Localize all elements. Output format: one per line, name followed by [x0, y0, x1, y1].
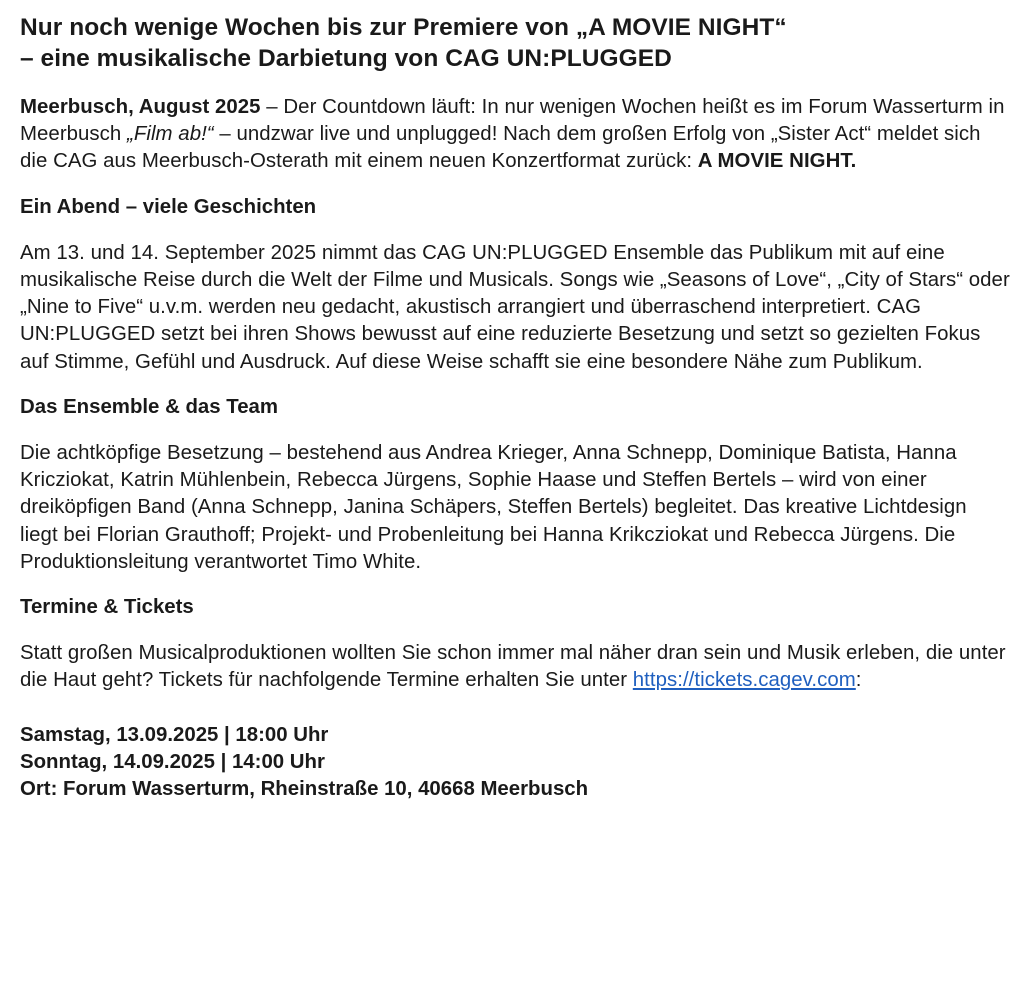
intro-text-a: – Der Countdown läuft: In nur wenigen Wochen heißt es im Forum Wasserturm in Meerbusch	[20, 96, 1005, 146]
dateline: Meerbusch, August 2025	[20, 96, 261, 118]
title-line-1: Nur noch wenige Wochen bis zur Premiere von „A MOVIE NIGHT“	[20, 14, 787, 41]
page-title	[20, 12, 1010, 74]
venue: Ort: Forum Wasserturm, Rheinstraße 10, 40668 Meerbusch	[20, 778, 589, 801]
section-heading-abend: Ein Abend – viele Geschichten	[20, 195, 317, 218]
date-sunday: Sonntag, 14.09.2025 | 14:00 Uhr	[20, 750, 325, 773]
intro-paragraph	[20, 94, 1010, 176]
termine-text: Statt großen Musicalproduktionen wollten Sie schon immer mal näher dran sein und Musik erleben, die unter die Haut geht? Tickets für nachfolgende Termine erhalten Sie unter	[20, 642, 1006, 692]
tickets-link[interactable]: https://tickets.cagev.com	[632, 669, 856, 692]
intro-italic: „Film ab!“	[127, 123, 214, 146]
section-body-abend: Am 13. und 14. September 2025 nimmt das CAG UN:PLUGGED Ensemble das Publikum mit auf eine musikalische Reise durch die Welt der Filme und Musicals. Songs wie „Seasons of Love“, „City of Stars“ oder „Nine to Five“ u.v.m. werden neu gedacht, akustisch arrangiert und überraschend interpretiert. CAG UN:PLUGGED setzt bei ihren Shows bewusst auf eine reduzierte Besetzung und setzt so gezielten Fokus auf Stimme, Gefühl und Ausdruck. Auf diese Weise schafft sie eine besondere Nähe zum Publikum.	[20, 241, 1010, 373]
title-line-2: – eine musikalische Darbietung von CAG UN:PLUGGED	[20, 45, 672, 72]
event-dates	[20, 722, 1010, 804]
section-heading-ensemble: Das Ensemble & das Team	[20, 395, 279, 418]
section-body-termine	[20, 640, 1010, 694]
press-release	[20, 12, 1010, 804]
section-body-ensemble: Die achtköpfige Besetzung – bestehend aus Andrea Krieger, Anna Schnepp, Dominique Batista, Hanna Kricziokat, Katrin Mühlenbein, Rebecca Jürgens, Sophie Haase und Steffen Bertels – wird von einer dreiköpfigen Band (Anna Schnepp, Janina Schäpers, Steffen Bertels) begleitet. Das kreative Lichtdesign liegt bei Florian Grauthoff; Projekt- und Probenleitung bei Hanna Krikcziokat und Rebecca Jürgens. Die Produktionsleitung verantwortet Timo White.	[20, 442, 967, 573]
section-heading-termine: Termine & Tickets	[20, 596, 194, 619]
date-saturday: Samstag, 13.09.2025 | 18:00 Uhr	[20, 723, 329, 746]
show-name: A MOVIE NIGHT.	[697, 150, 857, 173]
intro-text-b: – undzwar live und unplugged! Nach dem großen Erfolg von „Sister Act“ meldet sich die CAG aus Meerbusch-Osterath mit einem neuen Konzertformat zurück:	[20, 123, 981, 173]
termine-after-link: :	[855, 669, 862, 692]
